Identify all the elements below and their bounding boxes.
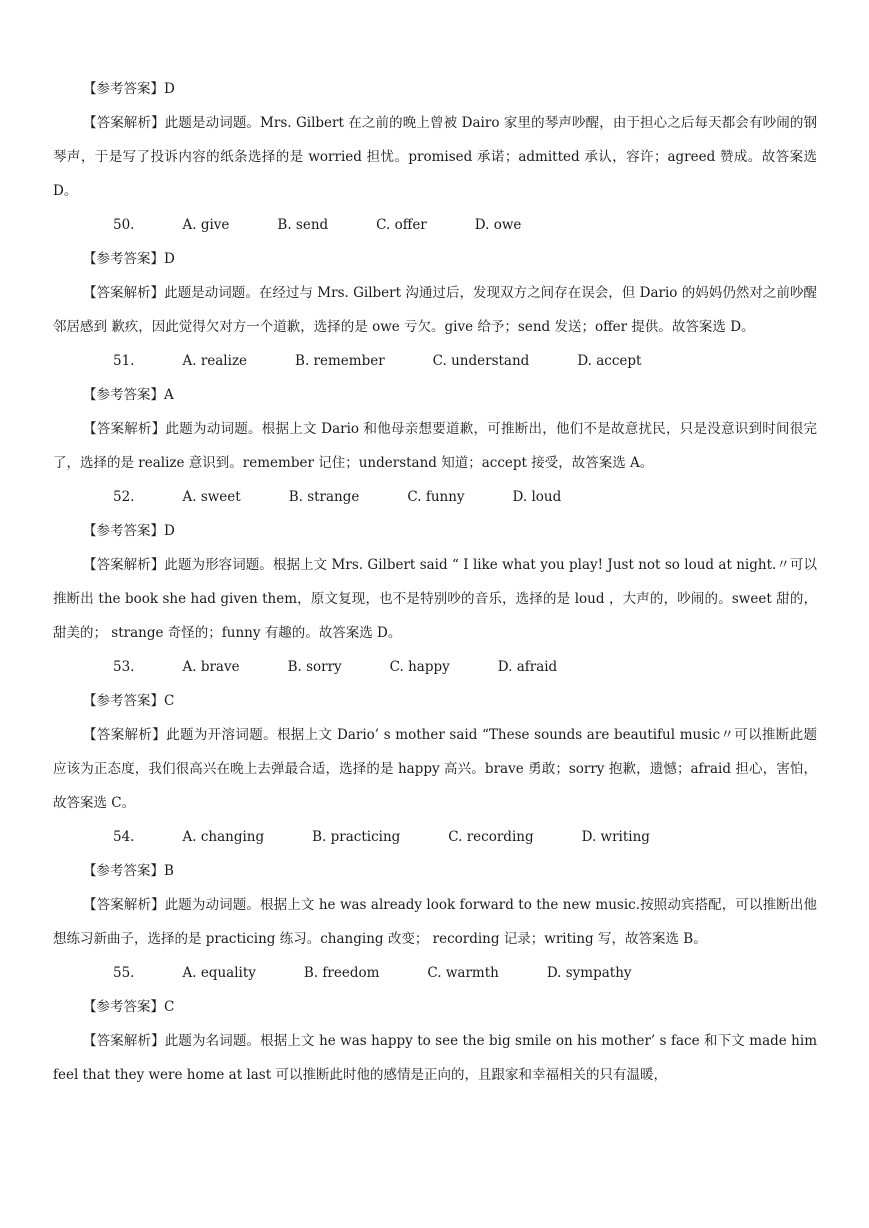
question-options [53, 480, 817, 514]
answer-line: 【参考答案】C [83, 693, 175, 709]
question-options [53, 208, 817, 242]
question-options [53, 820, 817, 854]
answer-line: 【参考答案】B [83, 863, 174, 879]
question-number: 55. [113, 965, 135, 981]
option-d: D. owe [474, 217, 522, 233]
option-b: B. freedom [303, 965, 380, 981]
option-c: C. happy [389, 659, 450, 675]
answer-line: 【参考答案】D [83, 251, 175, 267]
option-d: D. sympathy [546, 965, 632, 981]
option-a: A. give [182, 217, 230, 233]
question-number: 53. [113, 659, 135, 675]
option-a: A. realize [182, 353, 248, 369]
option-c: C. understand [432, 353, 530, 369]
option-a: A. sweet [182, 489, 241, 505]
option-a: A. equality [182, 965, 256, 981]
explanation-paragraph: 【答案解析】此题为动词题。根据上文 Dario 和他母亲想要道歉，可推断出，他们不是故意扰民，只是没意识到时间很完了，选择的是 realize 意识到。remember 记住；understand 知道；accept 接受，故答案选 A。 [53, 421, 817, 471]
document-page [53, 72, 817, 1092]
option-d: D. afraid [497, 659, 558, 675]
question-options [53, 344, 817, 378]
option-d: D. writing [581, 829, 650, 845]
option-b: B. strange [288, 489, 360, 505]
explanation-paragraph: 【答案解析】此题为动词题。根据上文 he was already look forward to the new music.按照动宾搭配，可以推断出他想练习新曲子，选择的是 practicing 练习。changing 改变； recording 记录；writing 写，故答案选 B。 [53, 897, 817, 947]
question-options [53, 956, 817, 990]
option-c: C. funny [407, 489, 465, 505]
question-number: 50. [113, 217, 135, 233]
answer-line: 【参考答案】A [83, 387, 174, 403]
option-c: C. recording [448, 829, 534, 845]
option-a: A. changing [182, 829, 265, 845]
option-c: C. warmth [427, 965, 499, 981]
answer-line: 【参考答案】D [83, 523, 175, 539]
option-a: A. brave [182, 659, 240, 675]
option-c: C. offer [376, 217, 427, 233]
question-number: 51. [113, 353, 135, 369]
question-number: 54. [113, 829, 135, 845]
option-d: D. loud [512, 489, 562, 505]
option-b: B. remember [295, 353, 385, 369]
option-d: D. accept [577, 353, 642, 369]
explanation-paragraph: 【答案解析】此题为名词题。根据上文 he was happy to see the big smile on his mother’ s face 和下文 made him feel that they were home at last 可以推断此时他的感情是正向的，且跟家和幸福相关的只有温暖， [53, 1033, 817, 1083]
explanation-paragraph: 【答案解析】此题为形容词题。根据上文 Mrs. Gilbert said “ I like what you play! Just not so loud at night.〃可以推断出 the book she had given them，原文复现，也不是特别吵的音乐，选择的是 loud ，大声的，吵闹的。sweet 甜的，甜美的； strange 奇怪的；funny 有趣的。故答案选 D。 [53, 557, 817, 641]
question-number: 52. [113, 489, 135, 505]
explanation-paragraph: 【答案解析】此题为开溶词题。根据上文 Dario’ s mother said “These sounds are beautiful music〃可以推断此题应该为正态度，我们很高兴在晚上去弹最合适，选择的是 happy 高兴。brave 勇敢；sorry 抱歉，遗憾；afraid 担心，害怕，故答案选 C。 [53, 727, 817, 811]
question-options [53, 650, 817, 684]
explanation-paragraph: 【答案解析】此题是动词题。Mrs. Gilbert 在之前的晚上曾被 Dairo 家里的琴声吵醒，由于担心之后每天都会有吵闹的钢琴声，于是写了投诉内容的纸条选择的是 worried 担忧。promised 承诺；admitted 承认，容许；agreed 赞成。故答案选 D。 [53, 115, 817, 199]
option-b: B. practicing [312, 829, 401, 845]
option-b: B. sorry [287, 659, 342, 675]
answer-line: 【参考答案】D [83, 81, 175, 97]
explanation-paragraph: 【答案解析】此题是动词题。在经过与 Mrs. Gilbert 沟通过后，发现双方之间存在误会，但 Dario 的妈妈仍然对之前吵醒邻居感到 歉疚，因此觉得欠对方一个道歉，选择的是 owe 亏欠。give 给予；send 发送；offer 提供。故答案选 D。 [53, 285, 817, 335]
answer-line: 【参考答案】C [83, 999, 175, 1015]
option-b: B. send [277, 217, 329, 233]
